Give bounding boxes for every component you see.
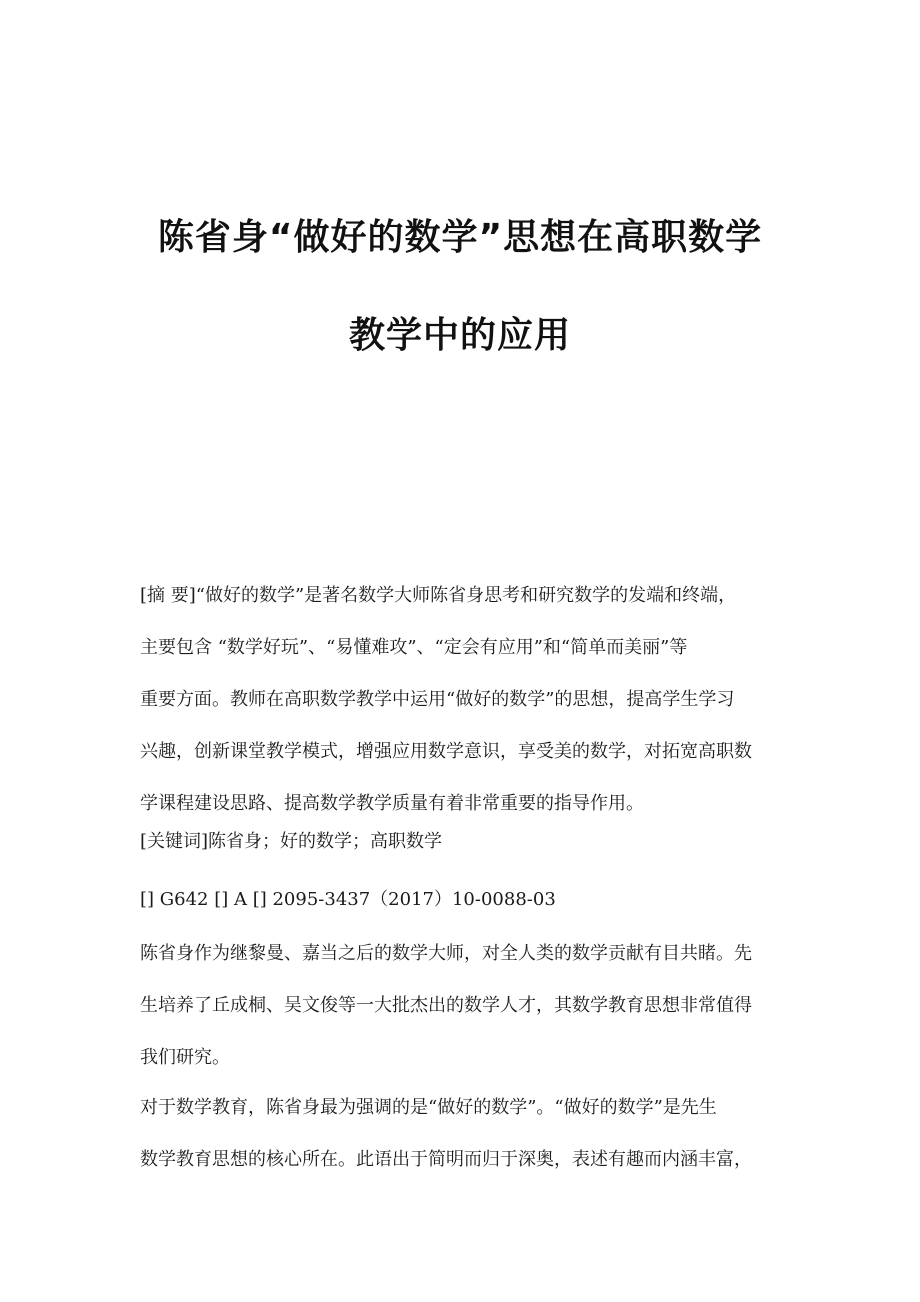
keywords-line: [关键词]陈省身；好的数学；高职数学 bbox=[140, 831, 443, 852]
classification-codes bbox=[140, 882, 784, 934]
abstract-line: 主要包含 “数学好玩”、“易懂难攻”、“定会有应用”和“简单而美丽”等 bbox=[140, 637, 688, 658]
abstract-line: 重要方面。教师在高职数学教学中运用“做好的数学”的思想，提高学生学习 bbox=[140, 689, 735, 710]
title-line-2: 教学中的应用 bbox=[348, 315, 571, 356]
paragraph-line: 生培养了丘成桐、吴文俊等一大批杰出的数学人才，其数学教育思想非常值得 bbox=[140, 995, 752, 1016]
paragraph-2 bbox=[140, 1090, 784, 1194]
paragraph-line: 我们研究。 bbox=[140, 1047, 230, 1068]
paragraph-line: 数学教育思想的核心所在。此语出于简明而归于深奥，表述有趣而内涵丰富， bbox=[140, 1149, 752, 1170]
paragraph-1 bbox=[140, 936, 784, 1092]
abstract bbox=[140, 578, 784, 838]
title-line-1: 陈省身“做好的数学”思想在高职数学 bbox=[157, 217, 763, 258]
keywords bbox=[140, 824, 784, 876]
classification-line: [] G642 [] A [] 2095-3437（2017）10-0088-03 bbox=[140, 889, 556, 910]
paragraph-line: 陈省身作为继黎曼、嘉当之后的数学大师，对全人类的数学贡献有目共睹。先 bbox=[140, 943, 752, 964]
abstract-line: 学课程建设思路、提高数学教学质量有着非常重要的指导作用。 bbox=[140, 793, 644, 814]
abstract-line: [摘 要]“做好的数学”是著名数学大师陈省身思考和研究数学的发端和终端， bbox=[140, 585, 737, 606]
paragraph-line: 对于数学教育，陈省身最为强调的是“做好的数学”。“做好的数学”是先生 bbox=[140, 1097, 717, 1118]
abstract-line: 兴趣，创新课堂教学模式，增强应用数学意识，享受美的数学，对拓宽高职数 bbox=[140, 741, 752, 762]
